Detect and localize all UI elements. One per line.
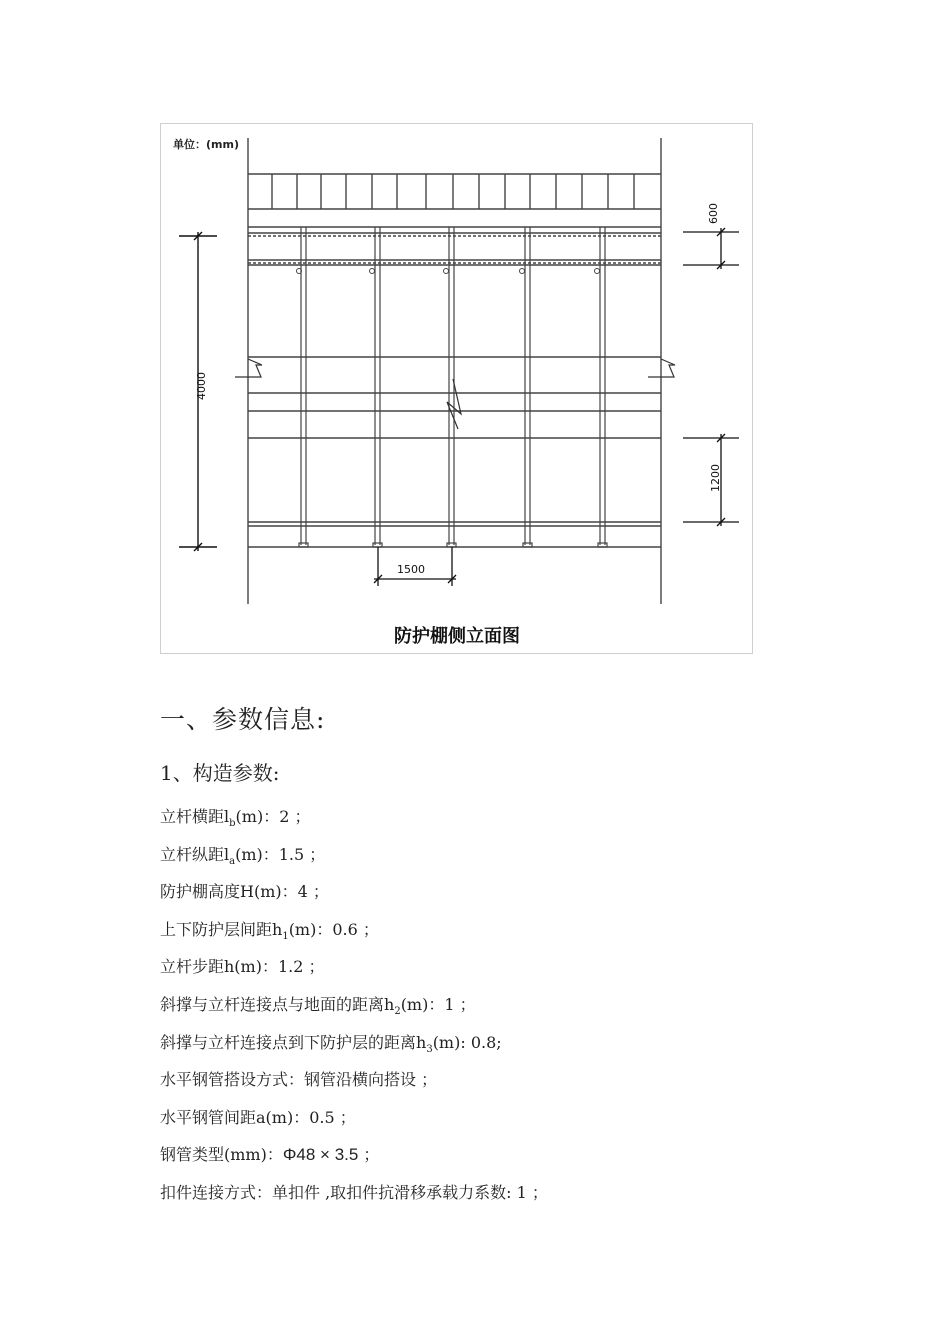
subsection-title: 1、构造参数:: [160, 761, 280, 785]
couplers: [297, 269, 600, 274]
top-gap-dimension: [683, 228, 739, 269]
param-item: 立杆横距$l_b(m)$：2 ；: [160, 807, 311, 829]
param-item: 扣件连接方式：单扣件 ,取扣件抗滑移承载力系数: 1 ；: [160, 1182, 548, 1202]
parameter-list: [160, 798, 548, 1212]
elevation-drawing: [160, 123, 753, 654]
unit-label: 单位：(mm): [173, 138, 239, 151]
pipe-spec: Φ48 × 3.5: [282, 1145, 359, 1165]
height-label: 4000: [195, 372, 208, 400]
section-title: 一、参数信息:: [160, 705, 326, 734]
elevation-svg: [161, 124, 754, 655]
param-item: 上下防护层间距$h_1(m)$：0.6 ；: [160, 919, 379, 942]
param-item: 钢管类型(mm)：Φ48 × 3.5 ；: [160, 1145, 380, 1165]
param-item: 水平钢管搭设方式：钢管沿横向搭设 ；: [160, 1070, 438, 1090]
param-item: 立杆步距h(m)：1.2 ；: [160, 957, 325, 977]
figure-caption: 防护棚侧立面图: [394, 626, 520, 647]
param-item: 斜撑与立杆连接点与地面的距离$h_2(m)$：1 ；: [160, 994, 476, 1017]
param-item: 防护棚高度H(m)：4 ；: [160, 882, 329, 902]
param-item: 水平钢管间距a(m)：0.5 ；: [160, 1107, 356, 1127]
step-label: 1200: [709, 464, 722, 492]
param-item: 斜撑与立杆连接点到下防护层的距离$h_3(m)$: 0.8;: [160, 1032, 502, 1055]
standards: [299, 227, 607, 547]
spacing-label: 1500: [397, 563, 425, 576]
top-gap-label: 600: [707, 203, 720, 224]
param-item: 立杆纵距$l_a(m)$：1.5 ；: [160, 844, 326, 867]
